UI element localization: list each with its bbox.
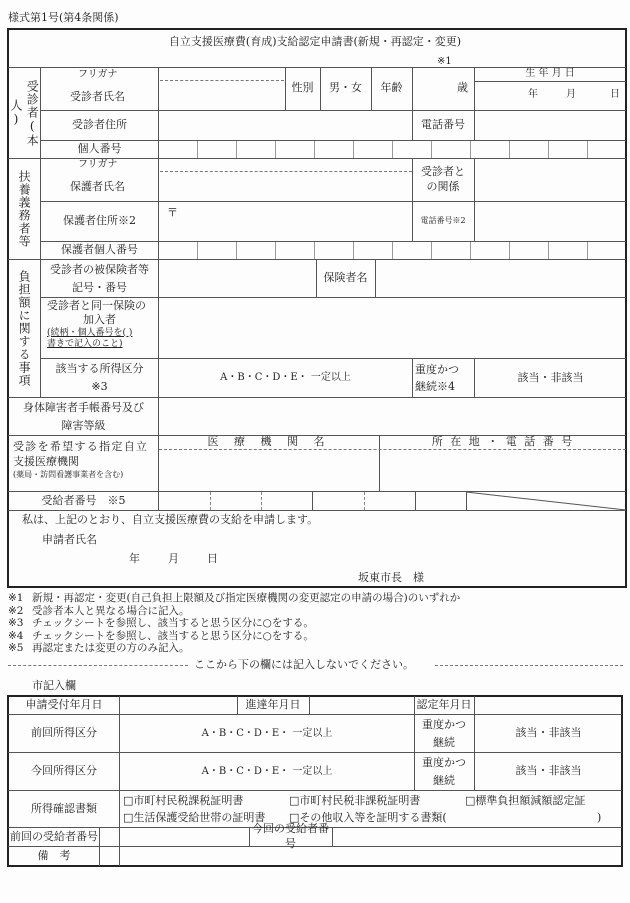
note-mark: ※1 xyxy=(8,592,24,604)
digit-divider xyxy=(364,492,365,510)
dob-day: 日 xyxy=(610,89,620,100)
diagonal-line xyxy=(466,492,626,510)
doc-option-close-paren: ) xyxy=(597,811,602,824)
same-ins-note1: (続柄・個人番号を( ) xyxy=(47,327,133,338)
guardian-name-input[interactable] xyxy=(160,173,412,200)
approved-date-input[interactable] xyxy=(475,697,622,714)
insurer-input[interactable] xyxy=(376,260,626,297)
guardian-id-input[interactable] xyxy=(158,242,626,259)
prev-severe-line2: 継続 xyxy=(433,735,455,749)
insured-label-line2: 記号・番号 xyxy=(72,280,127,294)
note-item xyxy=(8,642,623,655)
forwarded-date-input[interactable] xyxy=(310,697,414,714)
doc-option-reduction-cert[interactable]: □標準負担額減額認定証 xyxy=(465,794,586,807)
patient-address-label: 受診者住所 xyxy=(72,118,127,132)
note-mark: ※2 xyxy=(8,604,24,617)
addressee: 坂東市長 様 xyxy=(358,571,424,584)
guardian-furigana-label: フリガナ xyxy=(78,159,118,170)
institution-label xyxy=(13,440,158,490)
note-item xyxy=(8,592,623,605)
digit-divider xyxy=(548,141,549,158)
notes-list xyxy=(8,592,623,655)
guardian-phone-input[interactable] xyxy=(475,202,626,241)
note-item xyxy=(8,630,623,643)
form-title: 自立支援医療費(育成)支給認定申請書(新規・再認定・変更) xyxy=(168,35,462,48)
curr-severe-label xyxy=(414,753,474,790)
insured-number-input[interactable] xyxy=(159,260,316,297)
note-item xyxy=(8,605,623,618)
guardian-address-input[interactable] xyxy=(159,202,411,241)
note-text: チェックシートを参照し、該当すると思う区分に○をする。 xyxy=(32,629,314,642)
patient-address-input[interactable] xyxy=(159,111,411,140)
digit-divider xyxy=(353,141,354,158)
sex-options[interactable]: 男・女 xyxy=(329,81,362,95)
patient-name-input[interactable] xyxy=(160,82,284,109)
note-mark: ※4 xyxy=(8,629,24,642)
patient-name-label: 受診者氏名 xyxy=(70,90,125,103)
digit-divider xyxy=(415,492,416,510)
digit-divider xyxy=(314,141,315,158)
digit-divider xyxy=(236,242,237,259)
disability-input[interactable] xyxy=(159,398,626,435)
digit-divider xyxy=(548,242,549,259)
remarks-label: 備 考 xyxy=(37,849,71,863)
guardian-name-label: 保護者氏名 xyxy=(70,180,125,193)
dob-label: 生 年 月 日 xyxy=(525,68,575,80)
insured-label-line1: 受診者の被保険者等 xyxy=(50,262,149,276)
patient-section-label: 受診者(本人) xyxy=(9,79,40,147)
form-number: 様式第1号(第4条関係) xyxy=(8,11,119,24)
prev-severe-options[interactable]: 該当・非該当 xyxy=(515,726,582,740)
severe-label-line2: 継続※4 xyxy=(415,380,455,394)
guardian-phone-label: 電話番号※2 xyxy=(420,216,466,226)
digit-divider xyxy=(236,141,237,158)
digit-divider xyxy=(587,141,588,158)
cut-line-text: ここから下の欄には記入しないでください。 xyxy=(194,658,414,671)
postal-mark: 〒 xyxy=(167,206,178,219)
digit-divider xyxy=(197,141,198,158)
patient-furigana-label: フリガナ xyxy=(78,69,118,80)
note-text: チェックシートを参照し、該当すると思う区分に○をする。 xyxy=(32,617,314,630)
cut-line-left xyxy=(8,665,188,666)
note-text: 再認定または変更の方のみ記入。 xyxy=(32,642,190,655)
dob-input[interactable] xyxy=(474,82,626,110)
income-label xyxy=(41,359,158,397)
sex-label: 性別 xyxy=(291,81,314,95)
institution-label-line1: 受診を希望する指定自立 xyxy=(13,440,149,453)
institution-name-header: 医 療 機 関 名 xyxy=(207,435,331,449)
dob-year: 年 xyxy=(528,89,538,100)
cut-line-right xyxy=(435,665,623,666)
severe-options[interactable]: 該当・非該当 xyxy=(517,370,584,384)
curr-severe-options[interactable]: 該当・非該当 xyxy=(515,764,582,778)
digit-divider xyxy=(312,492,313,510)
burden-section-label: 負担額に関する事項 xyxy=(17,269,32,387)
age-label: 年齢 xyxy=(380,81,403,95)
curr-recipient-input[interactable] xyxy=(333,828,622,846)
institution-address-header: 所 在 地 ・ 電 話 番 号 xyxy=(431,435,575,449)
digit-divider xyxy=(470,242,471,259)
insurer-label: 保険者名 xyxy=(323,271,368,285)
patient-phone-input[interactable] xyxy=(475,111,626,140)
approved-date-label: 認定年月日 xyxy=(416,698,472,712)
disability-label xyxy=(9,398,158,435)
forwarded-date-label: 進達年月日 xyxy=(245,698,301,712)
guardian-address-label: 保護者住所※2 xyxy=(63,214,136,228)
curr-income-label: 今回所得区分 xyxy=(31,764,97,778)
docs-label: 所得確認書類 xyxy=(31,801,97,815)
received-date-label: 申請受付年月日 xyxy=(25,698,103,712)
digit-divider xyxy=(197,242,198,259)
note-text: 新規・再認定・変更(自己負担上限額及び指定医療機関の変更認定の申請の場合)のいずれか xyxy=(32,592,461,604)
digit-divider xyxy=(509,141,510,158)
digit-divider xyxy=(431,242,432,259)
doc-option-other-income[interactable]: □その他収入等を証明する書類( xyxy=(289,811,447,824)
digit-divider xyxy=(392,141,393,158)
patient-id-input[interactable] xyxy=(158,141,626,158)
relation-input[interactable] xyxy=(475,159,626,201)
doc-option-welfare-cert[interactable]: □生活保護受給世帯の証明書 xyxy=(123,811,266,824)
title-note: ※1 xyxy=(437,56,452,67)
institution-label-line2: 支援医療機関 xyxy=(13,454,79,468)
note-text: 受診者本人と異なる場合に記入。 xyxy=(32,604,190,617)
digit-divider xyxy=(275,141,276,158)
dob-month: 月 xyxy=(566,89,576,100)
digit-divider xyxy=(275,242,276,259)
relation-label-line1: 受診者と xyxy=(421,165,465,179)
institution-label-line3: (薬局・訪問看護事業者を含む) xyxy=(13,469,124,479)
declaration-day: 日 xyxy=(207,552,218,565)
prev-income-options[interactable]: A・B・C・D・E・ 一定以上 xyxy=(201,727,333,739)
curr-severe-line1: 重度かつ xyxy=(422,756,466,770)
declaration-year: 年 xyxy=(129,552,140,565)
digit-divider xyxy=(392,242,393,259)
severe-label xyxy=(415,361,473,397)
prev-recipient-input[interactable] xyxy=(100,828,249,846)
relation-label xyxy=(412,160,474,200)
received-date-input[interactable] xyxy=(120,697,237,714)
note-item xyxy=(8,617,623,630)
age-unit: 歳 xyxy=(457,81,468,95)
recipient-label: 受給者番号 ※5 xyxy=(41,493,126,507)
same-insurance-label xyxy=(41,299,158,358)
declaration-text: 私は、上記のとおり、自立支援医療費の支給を申請します。 xyxy=(22,513,319,526)
digit-divider xyxy=(431,141,432,158)
digit-divider xyxy=(210,492,211,510)
income-label-note: ※3 xyxy=(91,380,108,393)
income-label-text: 該当する所得区分 xyxy=(55,362,144,376)
recipient-number-input[interactable] xyxy=(158,492,626,510)
prev-severe-line1: 重度かつ xyxy=(422,718,466,732)
curr-income-options[interactable]: A・B・C・D・E・ 一定以上 xyxy=(201,765,333,777)
same-ins-line2: 加入者 xyxy=(83,313,116,327)
declaration-month: 月 xyxy=(168,552,179,565)
prev-severe-label xyxy=(414,715,474,752)
insured-label xyxy=(41,260,158,297)
remarks-input[interactable] xyxy=(100,847,622,866)
disability-label-line1: 身体障害者手帳番号及び xyxy=(23,400,144,414)
note-mark: ※5 xyxy=(8,642,24,655)
digit-divider xyxy=(587,242,588,259)
disability-label-line2: 障害等級 xyxy=(61,418,106,432)
patient-phone-label: 電話番号 xyxy=(421,118,465,132)
age-input[interactable] xyxy=(412,67,474,110)
digit-divider xyxy=(353,242,354,259)
institution-name-input[interactable] xyxy=(159,450,379,491)
applicant-name-input[interactable] xyxy=(110,530,430,548)
doc-option-nontax-cert[interactable]: □市町村民税非課税証明書 xyxy=(289,794,421,807)
institution-address-input[interactable] xyxy=(380,450,626,491)
digit-divider xyxy=(314,242,315,259)
digit-divider xyxy=(509,242,510,259)
same-ins-line1: 受診者と同一保険の xyxy=(47,299,146,312)
diagonal-strike xyxy=(466,492,626,510)
prev-recipient-label: 前回の受給者番号 xyxy=(10,829,98,843)
digit-divider xyxy=(470,141,471,158)
digit-divider xyxy=(261,492,262,510)
relation-label-line2: の関係 xyxy=(426,180,460,193)
patient-id-label: 個人番号 xyxy=(77,142,122,156)
office-section-label: 市記入欄 xyxy=(32,679,76,692)
guardian-id-label: 保護者個人番号 xyxy=(61,243,138,257)
same-ins-note2: 書きで記入のこと) xyxy=(47,339,123,350)
doc-option-tax-cert[interactable]: □市町村民税課税証明書 xyxy=(123,794,244,807)
severe-label-line1: 重度かつ xyxy=(415,363,459,376)
curr-severe-line2: 継続 xyxy=(433,773,455,787)
note-mark: ※3 xyxy=(8,617,24,630)
guardian-section-label: 扶養義務者等 xyxy=(17,170,32,248)
income-options[interactable]: A・B・C・D・E・ 一定以上 xyxy=(220,372,351,384)
same-insurance-input[interactable] xyxy=(159,298,626,358)
curr-recipient-label: 今回の受給者番号 xyxy=(252,822,329,850)
prev-income-label: 前回所得区分 xyxy=(31,726,97,740)
applicant-label: 申請者氏名 xyxy=(42,533,97,546)
